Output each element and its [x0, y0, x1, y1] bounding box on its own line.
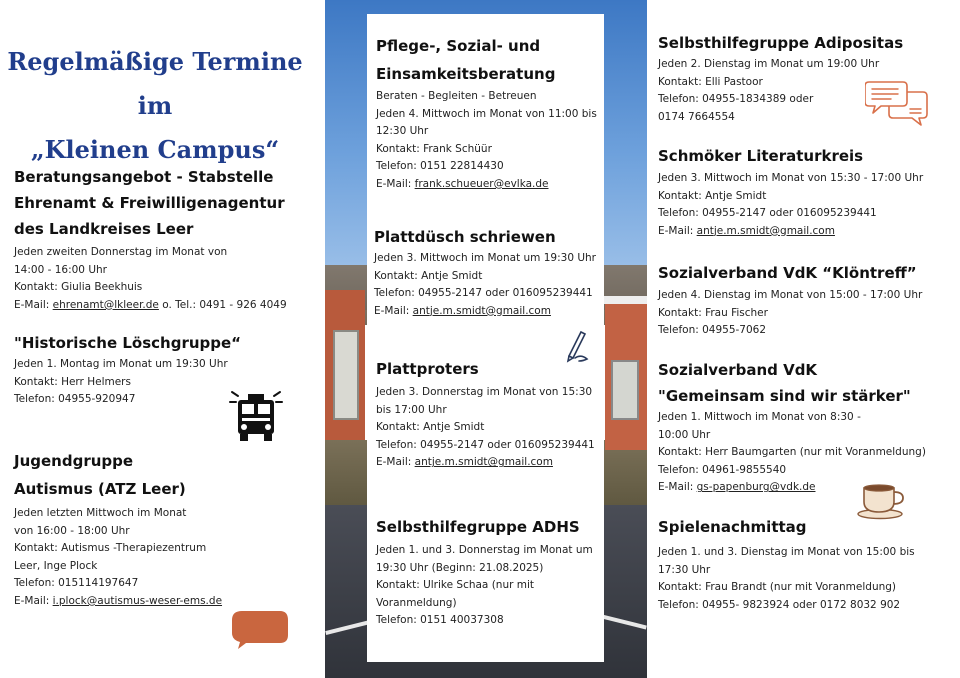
heading: Selbsthilfegruppe Adipositas [658, 34, 904, 52]
schedule: Jeden 1. Montag im Monat um 19:30 Uhr [14, 358, 228, 370]
heading: Spielenachmittag [658, 518, 807, 536]
contact: Kontakt: Autismus -Therapiezentrum [14, 542, 207, 555]
email-line [376, 176, 597, 194]
email-label: E-Mail: [658, 481, 697, 494]
email-link[interactable]: ehrenamt@lkleer.de [52, 298, 159, 311]
phone: Telefon: 015114197647 [14, 577, 139, 590]
window-right [611, 360, 639, 420]
contact: Kontakt: Elli Pastoor [658, 75, 763, 88]
time: 14:00 - 16:00 Uhr [14, 263, 107, 276]
heading: Sozialverband VdK [658, 361, 818, 379]
info-card [367, 14, 604, 662]
page-title-line2: „Kleinen Campus“ [30, 135, 280, 164]
heading: Einsamkeitsberatung [376, 65, 556, 83]
schedule: Jeden zweiten Donnerstag im Monat von [14, 246, 228, 258]
schedule: Jeden 3. Mittwoch im Monat von 15:30 - 17:00 Uhr [658, 172, 924, 184]
email-link[interactable]: frank.schueuer@evlka.de [414, 177, 549, 190]
left-column [0, 0, 325, 678]
section-plattduesch [374, 224, 596, 320]
fire-truck-icon [228, 390, 284, 442]
schedule: Jeden letzten Mittwoch im Monat [14, 507, 187, 519]
section-loeschgruppe [14, 330, 241, 409]
heading: Pflege-, Sozial- und [376, 37, 541, 55]
tagline: Beraten - Begleiten - Betreuen [376, 90, 537, 102]
email-label: E-Mail: [376, 177, 415, 190]
email-line [376, 454, 595, 472]
section-jugendgruppe [14, 447, 222, 611]
time: von 16:00 - 18:00 Uhr [14, 524, 130, 537]
heading: "Historische Löschgruppe“ [14, 334, 242, 352]
email-label: E-Mail: [14, 594, 53, 607]
contact: Kontakt: Frau Brandt (nur mit Voranmeldung) [658, 581, 897, 594]
email-label: E-Mail: [14, 298, 53, 311]
schedule: Jeden 3. Donnerstag im Monat von 15:30 [376, 386, 593, 398]
phone: Telefon: 0151 22814430 [376, 160, 504, 173]
email-link[interactable]: gs-papenburg@vdk.de [696, 481, 816, 494]
email-line [374, 303, 596, 321]
heading: des Landkreises Leer [14, 220, 194, 238]
time: 17:30 Uhr [658, 563, 711, 576]
contact: Kontakt: Giulia Beekhuis [14, 281, 143, 294]
email-link[interactable]: antje.m.smidt@gmail.com [414, 456, 553, 469]
heading: Plattproters [376, 360, 479, 378]
email-line [658, 223, 923, 241]
schedule: Jeden 1. Mittwoch im Monat von 8:30 - [658, 411, 861, 423]
time: bis 17:00 Uhr [376, 403, 447, 416]
phone: Telefon: 04955-2147 oder 016095239441 [376, 438, 595, 451]
phone: Telefon: 04955-920947 [14, 393, 136, 406]
schedule: Jeden 4. Mittwoch im Monat von 11:00 bis [376, 107, 597, 120]
contact: Kontakt: Ulrike Schaa (nur mit [376, 579, 535, 592]
email-label: E-Mail: [374, 304, 413, 317]
phone: o. Tel.: 0491 - 926 4049 [158, 298, 287, 311]
heading: Jugendgruppe [14, 452, 134, 470]
schedule: Jeden 2. Dienstag im Monat um 19:00 Uhr [658, 58, 880, 70]
page-title [0, 40, 310, 172]
heading: Sozialverband VdK “Klöntreff” [658, 264, 917, 282]
schedule: Jeden 1. und 3. Donnerstag im Monat um [376, 544, 593, 556]
phone: Telefon: 04955-1834389 oder [658, 93, 814, 106]
schedule: Jeden 4. Dienstag im Monat von 15:00 - 17:00 Uhr [658, 289, 923, 301]
heading: Plattdüsch schriewen [374, 228, 556, 246]
section-spielenachmittag [658, 514, 915, 614]
contact: Kontakt: Herr Baumgarten (nur mit Voranmeldung) [658, 446, 926, 459]
phone: Telefon: 04955-7062 [658, 324, 767, 337]
section-adhs [376, 514, 593, 630]
section-schmoeker [658, 143, 923, 240]
photo-column [325, 0, 647, 678]
heading: Autismus (ATZ Leer) [14, 480, 186, 498]
heading: "Gemeinsam sind wir stärker" [658, 387, 911, 405]
heading: Ehrenamt & Freiwilligenagentur [14, 194, 285, 212]
email-line [14, 593, 222, 611]
phone: Telefon: 0151 40037308 [376, 614, 504, 627]
email-line [14, 297, 287, 315]
contact: Kontakt: Herr Helmers [14, 375, 131, 388]
phone: Telefon: 04955-2147 oder 016095239441 [658, 207, 877, 220]
schedule: Jeden 1. und 3. Dienstag im Monat von 15:00 bis [658, 546, 915, 558]
heading: Beratungsangebot - Stabstelle [14, 168, 274, 186]
right-column [647, 0, 960, 678]
speech-bubble-icon [232, 611, 288, 649]
heading: Selbsthilfegruppe ADHS [376, 518, 580, 536]
section-vdk-kloentreff [658, 260, 922, 340]
email-label: E-Mail: [658, 224, 697, 237]
email-link[interactable]: antje.m.smidt@gmail.com [412, 304, 551, 317]
roof-right [600, 296, 647, 304]
heading: Schmöker Literaturkreis [658, 147, 864, 165]
contact: Kontakt: Frau Fischer [658, 306, 768, 319]
contact: Kontakt: Frank Schüür [376, 142, 492, 155]
contact: Leer, Inge Plock [14, 559, 98, 572]
contact: Kontakt: Antje Smidt [374, 269, 483, 282]
time: 12:30 Uhr [376, 125, 429, 138]
contact: Kontakt: Antje Smidt [376, 421, 485, 434]
contact: Voranmeldung) [376, 596, 457, 609]
email-link[interactable]: i.plock@autismus-weser-ems.de [52, 594, 223, 607]
contact: Kontakt: Antje Smidt [658, 189, 767, 202]
time: 10:00 Uhr [658, 428, 711, 441]
window-left [333, 330, 359, 420]
section-pflege [376, 32, 597, 194]
section-beratung [14, 164, 287, 314]
email-link[interactable]: antje.m.smidt@gmail.com [696, 224, 835, 237]
section-vdk-gemeinsam [658, 357, 926, 497]
schedule: Jeden 3. Mittwoch im Monat um 19:30 Uhr [374, 252, 597, 264]
phone: Telefon: 04955- 9823924 oder 0172 8032 902 [658, 598, 901, 611]
section-plattproters [376, 356, 595, 472]
page-title-line1: Regelmäßige Termine im [7, 47, 303, 120]
email-label: E-Mail: [376, 456, 415, 469]
phone: Telefon: 04961-9855540 [658, 463, 787, 476]
time: 19:30 Uhr (Beginn: 21.08.2025) [376, 561, 544, 574]
phone: 0174 7664554 [658, 110, 735, 123]
phone: Telefon: 04955-2147 oder 016095239441 [374, 287, 593, 300]
chat-bubbles-icon [865, 80, 929, 128]
